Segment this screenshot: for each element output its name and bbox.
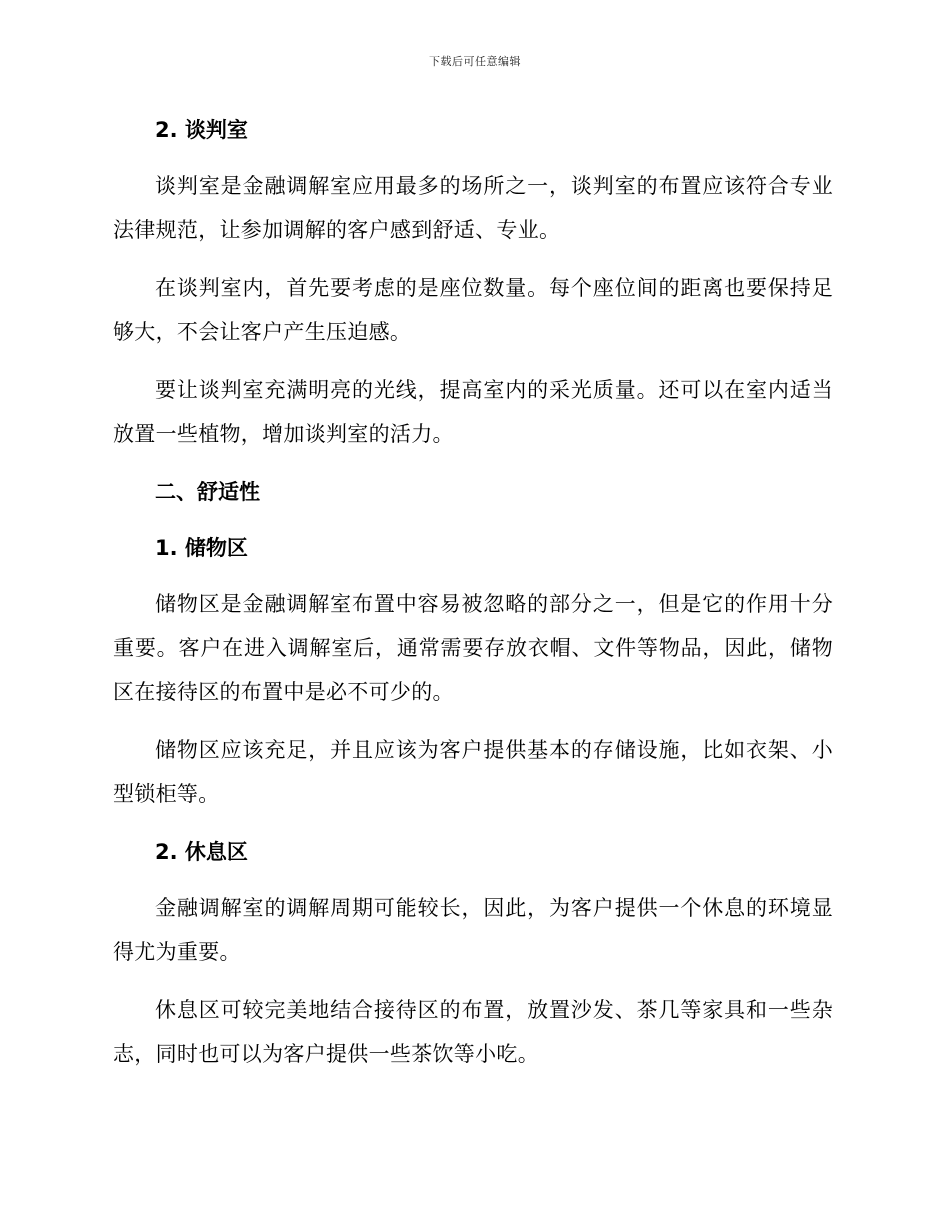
- page-header-note: 下载后可任意编辑: [429, 55, 521, 68]
- paragraph: 要让谈判室充满明亮的光线，提高室内的采光质量。还可以在室内适当放置一些植物，增加谈判室的活力。: [113, 378, 833, 446]
- document-body: [113, 108, 833, 1090]
- paragraph: 休息区可较完美地结合接待区的布置，放置沙发、茶几等家具和一些杂志，同时也可以为客户提供一些茶饮等小吃。: [113, 998, 833, 1066]
- paragraph: 储物区应该充足，并且应该为客户提供基本的存储设施，比如衣架、小型锁柜等。: [113, 738, 833, 806]
- section-heading-rest-area: 2. 休息区: [155, 840, 248, 864]
- section-heading-storage-area: 1. 储物区: [155, 536, 248, 560]
- section-heading-comfort: 二、舒适性: [155, 480, 260, 504]
- paragraph: 储物区是金融调解室布置中容易被忽略的部分之一，但是它的作用十分重要。客户在进入调解室后，通常需要存放衣帽、文件等物品，因此，储物区在接待区的布置中是必不可少的。: [113, 592, 833, 704]
- paragraph: 谈判室是金融调解室应用最多的场所之一，谈判室的布置应该符合专业法律规范，让参加调解的客户感到舒适、专业。: [113, 174, 833, 242]
- section-heading-negotiation-room: 2. 谈判室: [155, 118, 248, 142]
- paragraph: 在谈判室内，首先要考虑的是座位数量。每个座位间的距离也要保持足够大，不会让客户产生压迫感。: [113, 276, 833, 344]
- paragraph: 金融调解室的调解周期可能较长，因此，为客户提供一个休息的环境显得尤为重要。: [113, 896, 833, 964]
